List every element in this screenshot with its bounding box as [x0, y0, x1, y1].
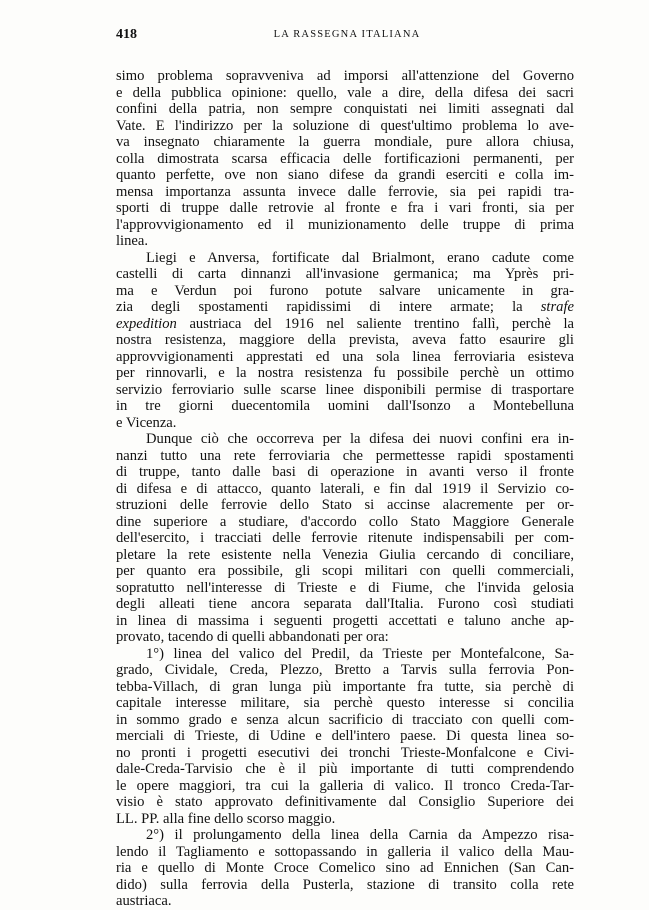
text-line: degli alleati tiene ancora separata dall'Italia. Furono così studiati — [116, 596, 574, 612]
text-line: austriaca. — [116, 893, 172, 909]
text-line: servizio ferroviario sulle scarse linee disponibili permise di trasportare — [116, 381, 574, 398]
text-line: lendo il Tagliamento e sottopassando in galleria il valico della Mau- — [116, 843, 574, 860]
text-line: tebba-Villach, di gran lunga più importante fra tutte, sia perchè di — [116, 678, 574, 695]
text-line: in sommo grado e senza alcun sacrificio di tracciato con quelli com- — [116, 711, 574, 728]
text-line: in linea di massima i seguenti progetti accettati e taluno anche ap- — [116, 612, 574, 629]
text-line: pletare la rete esistente nella Venezia Giulia cercando di conciliare, — [116, 546, 574, 563]
text-line: 2°) il prolungamento della linea della Carnia da Ampezzo risa- — [146, 827, 574, 843]
text-line: dido) sulla ferrovia della Pusterla, stazione di transito colla rete — [116, 876, 574, 893]
text-line: e Vicenza. — [116, 414, 177, 431]
paragraph — [116, 646, 574, 828]
text-line: per quanto era possibile, gli scopi militari con quelli commerciali, — [116, 563, 574, 579]
text-line: linea. — [116, 233, 149, 249]
text-line: in tre giorni duecentomila uomini dall'Isonzo a Montebelluna — [116, 398, 574, 414]
text-line: dine superiore a studiare, d'accordo collo Stato Maggiore Generale — [116, 513, 574, 530]
text-line: sopratutto nell'interesse di Trieste e di Fiume, che l'invida gelosia — [116, 579, 574, 596]
page-number: 418 — [116, 27, 137, 42]
text-line: nostra resistenza, maggiore della prevista, aveva fatto esaurire gli — [116, 332, 574, 348]
text-line-with-italic: zia degli spostamenti rapidissimi di intere armate; la strafe — [116, 299, 574, 315]
italic-word: strafe — [540, 299, 574, 315]
text-line: expedition austriaca del 1916 nel saliente trentino fallì, perchè la — [116, 315, 574, 332]
text-line: colla dimostrata scarsa efficacia delle fortificazioni permanenti, per — [116, 150, 574, 167]
text-line: Dunque ciò che occorreva per la difesa dei nuovi confini era in- — [146, 431, 574, 447]
text-line: di truppe, tanto dalle basi di operazione in avanti verso il fronte — [116, 464, 574, 480]
body-text — [116, 68, 574, 910]
text-line: visio è stato approvato definitivamente dal Consiglio Superiore dei — [116, 794, 574, 810]
text-line: merciali di Trieste, di Udine e dell'intero paese. Di questa linea so- — [116, 728, 574, 744]
text-line: LL. PP. alla fine dello scorso maggio. — [116, 810, 336, 827]
text-line: va insegnato chiaramente la guerra mondiale, pure allora chiusa, — [116, 134, 574, 150]
text-line: grado, Cividale, Creda, Plezzo, Bretto a Tarvis sulla ferrovia Pon- — [116, 662, 574, 678]
paragraph — [116, 250, 574, 432]
text-line: e della pubblica opinione: quello, vale a dire, della difesa dei sacri — [116, 84, 574, 101]
running-head: LA RASSEGNA ITALIANA — [273, 29, 421, 40]
paragraph — [116, 827, 574, 910]
text-line: confini della patria, non sempre conquistati nei limiti assegnati dal — [116, 101, 574, 117]
text-line: per rinnovarli, e la nostra resistenza fu possibile perchè un ottimo — [116, 365, 574, 381]
paragraph — [116, 68, 574, 250]
text-line: dale-Creda-Tarvisio che è il più importante di tutti comprendendo — [116, 761, 574, 777]
text-line: quanto perfette, ove non siano difese da grandi eserciti e colla im- — [116, 167, 574, 183]
paragraph — [116, 431, 574, 646]
text-line: castelli di carta dinnanzi all'invasione germanica; ma Yprès pri- — [116, 266, 574, 282]
text-line: le opere maggiori, tra cui la galleria di valico. Il tronco Creda-Tar- — [116, 777, 574, 794]
text-line: approvvigionamenti apprestati ed una sola linea ferroviaria esisteva — [116, 348, 574, 365]
page-header — [116, 27, 578, 45]
text-line: struzioni delle ferrovie dello Stato si accinse alacremente per or- — [116, 497, 574, 513]
text-line: simo problema sopravveniva ad imporsi all'attenzione del Governo — [116, 68, 574, 84]
text-line: sporti di truppe dalle retrovie al fronte e fra i vari fronti, sia per — [116, 200, 574, 216]
text-line: no pronti i progetti esecutivi dei tronchi Trieste-Monfalcone e Civi- — [116, 744, 574, 761]
text-line: di difesa e di attacco, quanto laterali, e fin dal 1919 il Servizio co- — [116, 480, 574, 497]
text-line: nanzi tutto una rete ferroviaria che permettesse rapidi spostamenti — [116, 447, 574, 464]
text-line: dell'esercito, i tracciati delle ferrovie ritenute indispensabili per com- — [116, 530, 574, 546]
text-line: 1°) linea del valico del Predil, da Trieste per Montefalcone, Sa- — [146, 645, 574, 662]
text-line: Vate. E l'indirizzo per la soluzione di quest'ultimo problema lo ave- — [116, 117, 574, 134]
text-line: Liegi e Anversa, fortificate dal Brialmont, erano cadute come — [146, 249, 574, 266]
text-line: l'approvvigionamento ed il munizionamento delle truppe di prima — [116, 216, 574, 233]
text-line: provato, tacendo di quelli abbandonati per ora: — [116, 629, 389, 645]
text-line: mensa importanza assunta invece dalle ferrovie, sia pei rapidi tra- — [116, 183, 574, 200]
italic-word: expedition — [116, 315, 177, 332]
text-line: capitale interesse militare, sia perchè questo interesse si concilia — [116, 695, 574, 711]
text-line: ria e quello di Monte Croce Comelico sino ad Ennichen (San Can- — [116, 860, 574, 876]
text-line: ma e Verdun poi furono potute salvare unicamente in gra- — [116, 282, 574, 299]
